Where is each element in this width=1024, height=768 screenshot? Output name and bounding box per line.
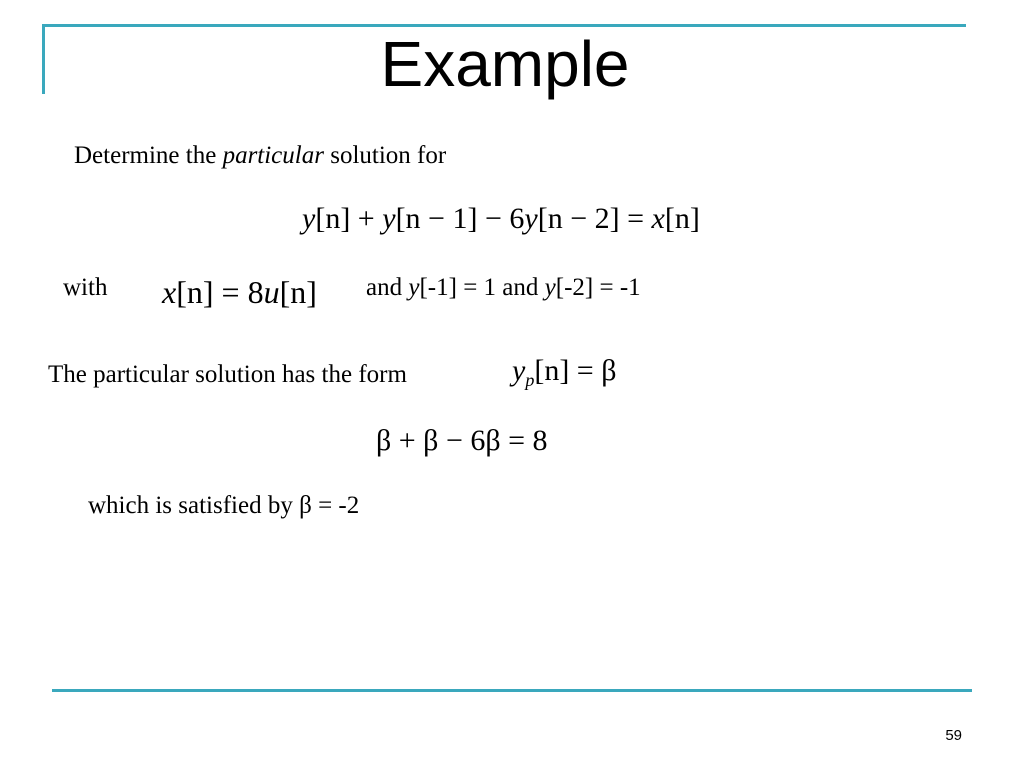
- cond-text: [-2] = -1: [555, 274, 641, 301]
- conclusion-prefix: which is satisfied by: [88, 492, 300, 519]
- eq-subscript: p: [525, 370, 535, 390]
- cond-text: y: [408, 274, 420, 301]
- eq-term: y: [524, 202, 538, 235]
- page-number: 59: [945, 727, 962, 744]
- difference-equation: [302, 202, 700, 236]
- problem-emphasis: particular: [222, 142, 324, 169]
- cond-text: and: [366, 274, 409, 301]
- eq-term: [n]: [664, 202, 700, 235]
- particular-form-equation: [512, 354, 617, 391]
- with-label: with: [63, 274, 108, 301]
- eq-term: y: [302, 202, 316, 235]
- problem-statement: [74, 142, 446, 170]
- conclusion: [88, 492, 359, 520]
- eq-term: x: [651, 202, 665, 235]
- initial-conditions: [366, 274, 641, 302]
- particular-form-text: The particular solution has the form: [48, 361, 407, 388]
- cond-text: [-1] = 1 and: [419, 274, 545, 301]
- eq-term: [n] +: [315, 202, 383, 235]
- top-rule: [42, 24, 966, 27]
- cond-text: y: [544, 274, 556, 301]
- eq-term: [n] = 8: [176, 274, 264, 310]
- conclusion-value: β = -2: [299, 492, 360, 519]
- eq-term: u: [263, 274, 280, 310]
- slide-title: Example: [380, 28, 630, 100]
- eq-term: y: [512, 354, 526, 387]
- substituted-equation: β + β − 6β = 8: [376, 424, 548, 457]
- eq-term: [n]: [279, 274, 317, 310]
- problem-prefix: Determine the: [74, 142, 223, 169]
- bottom-rule: [52, 689, 972, 692]
- eq-term: x: [162, 274, 177, 310]
- problem-suffix: solution for: [323, 142, 447, 169]
- eq-term: [n] = β: [534, 354, 617, 387]
- input-equation: [162, 274, 317, 311]
- eq-term: [n − 1] − 6: [395, 202, 525, 235]
- eq-term: y: [382, 202, 396, 235]
- eq-term: [n − 2] =: [537, 202, 652, 235]
